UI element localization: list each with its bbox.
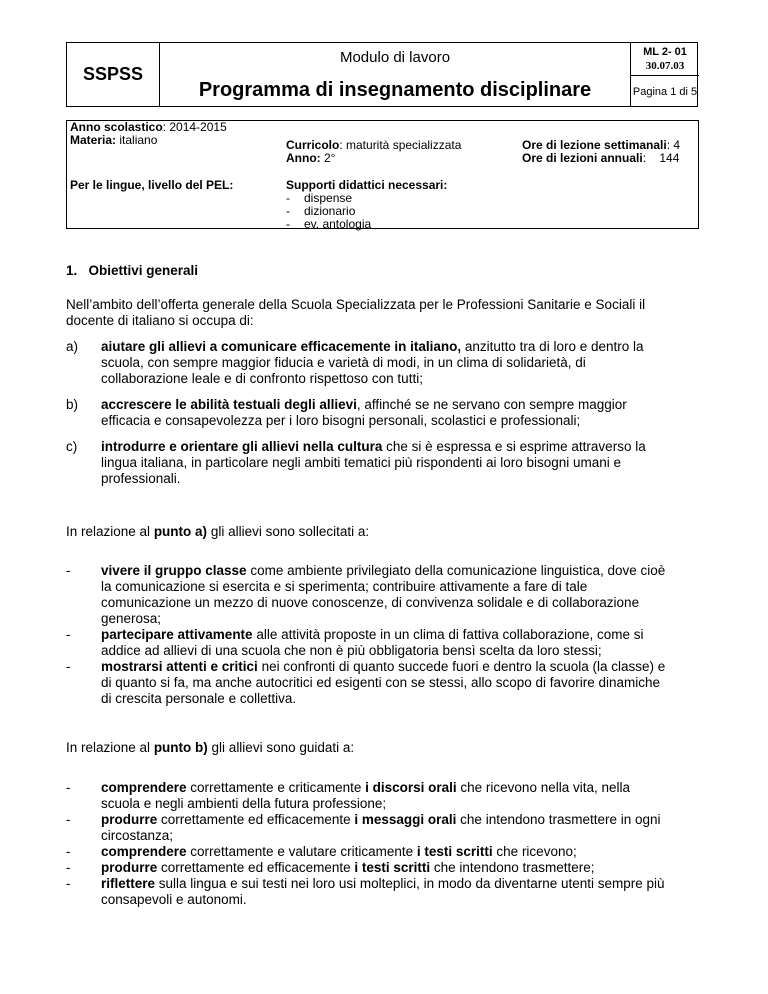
section-heading: 1. Obiettivi generali xyxy=(66,263,199,278)
list-item: comprendere correttamente e valutare criticamente i testi scritti che ricevono; xyxy=(101,844,577,859)
list-item: mostrarsi attenti e critici nei confronti di quanto succede fuori e dentro la scuola (la classe) e di quanto si fa, ma anche autocritici ed esigenti con se stessi, allo scopo di favorire dinamiche di crescita personale e collettiva. xyxy=(101,659,666,706)
header-title-cell xyxy=(160,43,630,106)
paragraph: Nell’ambito dell’offerta generale della Scuola Specializzata per le Professioni Sanitarie e Sociali il docente di italiano si occupa di: xyxy=(66,297,646,328)
list-label: c) xyxy=(66,439,78,454)
curricolo: Curricolo: maturità specializzata xyxy=(286,138,462,152)
document-code: ML 2- 01 xyxy=(643,46,687,58)
bullet-dash: - xyxy=(66,563,71,578)
bullet-dash: - xyxy=(66,627,71,642)
list-item: dizionario xyxy=(304,204,356,218)
livello-pel: Per le lingue, livello del PEL: xyxy=(70,178,234,192)
list-item: comprendere correttamente e criticamente i discorsi orali che ricevono nella vita, nella scuola e negli ambienti della futura professione; xyxy=(101,780,631,811)
list-item: - xyxy=(286,217,290,231)
materia: Materia: italiano xyxy=(70,133,158,147)
supporti-label: Supporti didattici necessari: xyxy=(286,178,448,192)
list-item: - xyxy=(286,191,290,205)
bullet-dash: - xyxy=(66,812,71,827)
list-item: - xyxy=(286,204,290,218)
bullet-dash: - xyxy=(66,780,71,795)
bullet-dash: - xyxy=(66,876,71,891)
document-date: 30.07.03 xyxy=(645,60,685,72)
page-number: Pagina 1 di 5 xyxy=(632,86,698,98)
anno-corso: Anno: 2° xyxy=(286,151,336,165)
bullet-dash: - xyxy=(66,860,71,875)
paragraph: In relazione al punto a) gli allievi sono sollecitati a: xyxy=(66,524,370,539)
ore-annuali: Ore di lezioni annuali: 144 xyxy=(522,151,680,165)
list-item: aiutare gli allievi a comunicare efficacemente in italiano, anzitutto tra di loro e dentro la scuola, con sempre maggior fiducia e varietà di modi, in un clima di solidarietà, di collaborazione leale e di confronto rispettoso con tutti; xyxy=(101,339,644,386)
page-title: Programma di insegnamento disciplinare xyxy=(198,79,592,101)
list-label: b) xyxy=(66,397,79,412)
list-item: vivere il gruppo classe come ambiente privilegiato della comunicazione linguistica, dove cioè la comunicazione si esercita e si sperimenta; contribuire attivamente a fare di tale comunicazione un mezzo di nuove conoscenze, di convivenza solidale e di collaborazione generosa; xyxy=(101,563,666,626)
bullet-dash: - xyxy=(66,844,71,859)
org-logo-text: SSPSS xyxy=(67,43,160,106)
list-item: produrre correttamente ed efficacemente i messaggi orali che intendono trasmettere in ogni circostanza; xyxy=(101,812,661,843)
bullet-dash: - xyxy=(66,659,71,674)
list-item: introdurre e orientare gli allievi nella cultura che si è espressa e si esprime attraverso la lingua italiana, in particolare negli ambiti tematici più rispondenti ai loro bisogni umani e professionali. xyxy=(101,439,646,486)
document-header xyxy=(66,42,698,107)
list-item: accrescere le abilità testuali degli allievi, affinché se ne servano con sempre maggior efficacia e consapevolezza per i loro bisogni personali, scolastici e professionali; xyxy=(101,397,627,428)
list-item: dispense xyxy=(304,191,353,205)
ore-settimanali: Ore di lezione settimanali: 4 xyxy=(522,138,681,152)
list-item: riflettere sulla lingua e sui testi nei loro usi molteplici, in modo da diventarne utenti sempre più consapevoli e autonomi. xyxy=(101,876,665,907)
list-item: partecipare attivamente alle attività proposte in un clima di fattiva collaborazione, come si addice ad allievi di una scuola che non è più obbligatoria bensì scelta da loro stessi; xyxy=(101,627,644,658)
course-info-table xyxy=(66,120,699,229)
divider xyxy=(631,75,699,76)
header-meta-cell xyxy=(630,43,699,106)
list-item: produrre correttamente ed efficacemente i testi scritti che intendono trasmettere; xyxy=(101,860,595,875)
module-type: Modulo di lavoro xyxy=(339,49,451,66)
list-item: ev. antologia xyxy=(304,217,372,231)
anno-scolastico: Anno scolastico: 2014-2015 xyxy=(70,120,227,134)
paragraph: In relazione al punto b) gli allievi sono guidati a: xyxy=(66,740,355,755)
list-label: a) xyxy=(66,339,79,354)
